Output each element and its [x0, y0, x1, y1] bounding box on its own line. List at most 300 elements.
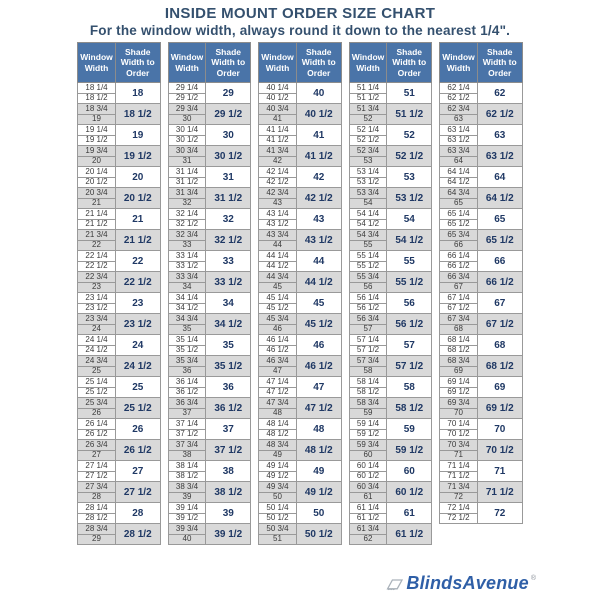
- window-width-cell: 49 1/4: [259, 461, 297, 472]
- window-width-cell: 44 1/2: [259, 261, 297, 272]
- window-width-cell: 28 1/4: [78, 503, 116, 514]
- window-width-cell: 32: [168, 198, 206, 209]
- window-width-cell: 60: [349, 450, 387, 461]
- window-width-cell: 33 1/4: [168, 251, 206, 262]
- shade-width-cell: 34: [206, 293, 251, 314]
- window-width-cell: 53 1/4: [349, 167, 387, 178]
- window-width-cell: 27 1/2: [78, 471, 116, 482]
- window-width-cell: 35 1/2: [168, 345, 206, 356]
- shade-width-cell: 57 1/2: [387, 356, 432, 377]
- window-width-cell: 65 1/4: [440, 209, 478, 220]
- window-width-cell: 51 3/4: [349, 104, 387, 115]
- shade-width-cell: 44: [296, 251, 341, 272]
- shade-width-cell: 43: [296, 209, 341, 230]
- window-width-cell: 48 3/4: [259, 440, 297, 451]
- window-width-cell: 56: [349, 282, 387, 293]
- window-width-cell: 40 1/4: [259, 83, 297, 94]
- shade-width-cell: 61: [387, 503, 432, 524]
- window-width-cell: 65 1/2: [440, 219, 478, 230]
- shade-width-cell: 72: [477, 503, 522, 524]
- shade-width-cell: 54: [387, 209, 432, 230]
- window-width-cell: 22 3/4: [78, 272, 116, 283]
- window-width-cell: 23 1/4: [78, 293, 116, 304]
- window-width-cell: 60 1/2: [349, 471, 387, 482]
- shade-width-cell: 60 1/2: [387, 482, 432, 503]
- shade-width-cell: 42 1/2: [296, 188, 341, 209]
- window-width-cell: 29 1/4: [168, 83, 206, 94]
- window-width-cell: 57 1/2: [349, 345, 387, 356]
- window-width-cell: 25 1/4: [78, 377, 116, 388]
- shade-width-cell: 39 1/2: [206, 524, 251, 545]
- window-width-cell: 59: [349, 408, 387, 419]
- shade-width-cell: 25 1/2: [115, 398, 160, 419]
- size-chart-column-1: [77, 42, 161, 545]
- window-width-cell: 53 3/4: [349, 188, 387, 199]
- window-width-cell: 68 1/2: [440, 345, 478, 356]
- shade-width-cell: 31 1/2: [206, 188, 251, 209]
- window-width-cell: 62 1/2: [440, 93, 478, 104]
- window-width-cell: 52 1/2: [349, 135, 387, 146]
- shade-width-cell: 27 1/2: [115, 482, 160, 503]
- window-width-header: Window Width: [259, 43, 297, 83]
- shade-width-cell: 45: [296, 293, 341, 314]
- window-width-cell: 49: [259, 450, 297, 461]
- shade-width-cell: 29 1/2: [206, 104, 251, 125]
- shade-width-cell: 62: [477, 83, 522, 104]
- window-width-cell: 43 1/2: [259, 219, 297, 230]
- window-width-cell: 64: [440, 156, 478, 167]
- shade-width-cell: 49: [296, 461, 341, 482]
- page-subtitle: For the window width, always round it down to the nearest 1/4".: [89, 23, 511, 38]
- window-width-cell: 46 3/4: [259, 356, 297, 367]
- shade-width-cell: 39: [206, 503, 251, 524]
- window-width-cell: 25 3/4: [78, 398, 116, 409]
- shade-width-cell: 69: [477, 377, 522, 398]
- window-width-cell: 58 3/4: [349, 398, 387, 409]
- window-width-cell: 71 1/4: [440, 461, 478, 472]
- window-width-cell: 40: [168, 534, 206, 545]
- window-width-cell: 30: [168, 114, 206, 125]
- window-width-cell: 22 1/4: [78, 251, 116, 262]
- window-width-header: Window Width: [78, 43, 116, 83]
- window-width-cell: 69 1/4: [440, 377, 478, 388]
- window-width-cell: 59 1/2: [349, 429, 387, 440]
- registered-mark: ®: [530, 575, 536, 582]
- shade-width-cell: 26 1/2: [115, 440, 160, 461]
- window-width-cell: 40 3/4: [259, 104, 297, 115]
- window-width-cell: 49 3/4: [259, 482, 297, 493]
- window-width-cell: 45 1/2: [259, 303, 297, 314]
- window-width-cell: 19: [78, 114, 116, 125]
- window-width-cell: 38 1/2: [168, 471, 206, 482]
- shade-width-cell: 23: [115, 293, 160, 314]
- window-width-cell: 37 3/4: [168, 440, 206, 451]
- window-width-cell: 61: [349, 492, 387, 503]
- window-width-cell: 22 1/2: [78, 261, 116, 272]
- window-width-cell: 67 1/4: [440, 293, 478, 304]
- window-width-cell: 51: [259, 534, 297, 545]
- shade-width-cell: 19: [115, 125, 160, 146]
- window-width-cell: 67: [440, 282, 478, 293]
- shade-width-cell: 67: [477, 293, 522, 314]
- shade-width-cell: 64: [477, 167, 522, 188]
- shade-width-cell: 65: [477, 209, 522, 230]
- window-width-cell: 36 1/2: [168, 387, 206, 398]
- window-width-cell: 71 3/4: [440, 482, 478, 493]
- window-width-cell: 46 1/2: [259, 345, 297, 356]
- window-width-header: Window Width: [440, 43, 478, 83]
- window-width-cell: 60 3/4: [349, 482, 387, 493]
- shade-width-cell: 56: [387, 293, 432, 314]
- window-width-cell: 39 3/4: [168, 524, 206, 535]
- shade-width-cell: 53 1/2: [387, 188, 432, 209]
- shade-width-cell: 36: [206, 377, 251, 398]
- shade-width-cell: 47: [296, 377, 341, 398]
- shade-width-cell: 62 1/2: [477, 104, 522, 125]
- window-width-cell: 51 1/2: [349, 93, 387, 104]
- shade-width-cell: 68: [477, 335, 522, 356]
- shade-width-cell: 33 1/2: [206, 272, 251, 293]
- window-width-cell: 51 1/4: [349, 83, 387, 94]
- shade-width-cell: 51 1/2: [387, 104, 432, 125]
- window-width-cell: 54 3/4: [349, 230, 387, 241]
- window-width-cell: 45: [259, 282, 297, 293]
- window-width-cell: 52 1/4: [349, 125, 387, 136]
- shade-width-cell: 54 1/2: [387, 230, 432, 251]
- window-width-cell: 49 1/2: [259, 471, 297, 482]
- shade-width-cell: 18: [115, 83, 160, 104]
- window-width-cell: 24: [78, 324, 116, 335]
- window-width-cell: 29 3/4: [168, 104, 206, 115]
- window-width-cell: 50 3/4: [259, 524, 297, 535]
- window-width-cell: 66: [440, 240, 478, 251]
- window-width-cell: 56 1/4: [349, 293, 387, 304]
- window-width-cell: 29: [78, 534, 116, 545]
- shade-width-cell: 20 1/2: [115, 188, 160, 209]
- shade-width-cell: 49 1/2: [296, 482, 341, 503]
- window-width-cell: 25 1/2: [78, 387, 116, 398]
- window-width-cell: 27 3/4: [78, 482, 116, 493]
- shade-width-cell: 58 1/2: [387, 398, 432, 419]
- window-width-cell: 42 1/4: [259, 167, 297, 178]
- window-width-cell: 54 1/2: [349, 219, 387, 230]
- window-width-cell: 69 1/2: [440, 387, 478, 398]
- window-width-cell: 28 1/2: [78, 513, 116, 524]
- window-width-cell: 39: [168, 492, 206, 503]
- window-width-cell: 42 1/2: [259, 177, 297, 188]
- shade-width-cell: 28: [115, 503, 160, 524]
- window-width-cell: 40 1/2: [259, 93, 297, 104]
- shade-width-cell: 32: [206, 209, 251, 230]
- window-width-cell: 53 1/2: [349, 177, 387, 188]
- window-width-cell: 68: [440, 324, 478, 335]
- shade-width-cell: 65 1/2: [477, 230, 522, 251]
- shade-width-cell: 38 1/2: [206, 482, 251, 503]
- window-width-cell: 28: [78, 492, 116, 503]
- window-width-cell: 43 3/4: [259, 230, 297, 241]
- window-width-cell: 72: [440, 492, 478, 503]
- shade-width-cell: 70 1/2: [477, 440, 522, 461]
- window-width-cell: 55: [349, 240, 387, 251]
- window-width-cell: 63 3/4: [440, 146, 478, 157]
- window-width-cell: 27: [78, 450, 116, 461]
- window-width-cell: 62: [349, 534, 387, 545]
- window-width-cell: 65 3/4: [440, 230, 478, 241]
- shade-width-cell: 37 1/2: [206, 440, 251, 461]
- window-width-cell: 50: [259, 492, 297, 503]
- shade-width-cell: 66: [477, 251, 522, 272]
- shade-width-cell: 70: [477, 419, 522, 440]
- shade-width-cell: 24: [115, 335, 160, 356]
- shade-width-cell: 33: [206, 251, 251, 272]
- shade-width-cell: 25: [115, 377, 160, 398]
- window-width-cell: 68 1/4: [440, 335, 478, 346]
- size-chart-column-5: [439, 42, 523, 524]
- shade-width-cell: 34 1/2: [206, 314, 251, 335]
- size-chart-column-4: [349, 42, 433, 545]
- window-width-cell: 37 1/2: [168, 429, 206, 440]
- window-width-cell: 67 3/4: [440, 314, 478, 325]
- window-width-cell: 62 1/4: [440, 83, 478, 94]
- shade-width-header: Shade Width to Order: [296, 43, 341, 83]
- window-width-cell: 23 1/2: [78, 303, 116, 314]
- window-width-cell: 26 3/4: [78, 440, 116, 451]
- window-width-cell: 58: [349, 366, 387, 377]
- window-width-cell: 36 3/4: [168, 398, 206, 409]
- window-width-cell: 48 1/2: [259, 429, 297, 440]
- window-width-cell: 35 3/4: [168, 356, 206, 367]
- shade-width-cell: 53: [387, 167, 432, 188]
- window-width-cell: 66 1/4: [440, 251, 478, 262]
- window-width-cell: 57: [349, 324, 387, 335]
- window-width-cell: 33 3/4: [168, 272, 206, 283]
- window-width-cell: 31 1/2: [168, 177, 206, 188]
- window-width-cell: 64 1/4: [440, 167, 478, 178]
- window-width-cell: 33 1/2: [168, 261, 206, 272]
- window-width-cell: 45 1/4: [259, 293, 297, 304]
- window-width-cell: 31 3/4: [168, 188, 206, 199]
- shade-width-cell: 30: [206, 125, 251, 146]
- window-width-cell: 55 3/4: [349, 272, 387, 283]
- window-width-cell: 20 1/2: [78, 177, 116, 188]
- window-width-cell: 39 1/4: [168, 503, 206, 514]
- window-width-cell: 43 1/4: [259, 209, 297, 220]
- window-width-cell: 26 1/4: [78, 419, 116, 430]
- shade-width-cell: 69 1/2: [477, 398, 522, 419]
- shade-width-cell: 45 1/2: [296, 314, 341, 335]
- window-width-cell: 19 1/4: [78, 125, 116, 136]
- window-width-cell: 55 1/2: [349, 261, 387, 272]
- page-title: INSIDE MOUNT ORDER SIZE CHART: [164, 5, 436, 22]
- window-width-cell: 70 1/2: [440, 429, 478, 440]
- window-width-cell: 41: [259, 114, 297, 125]
- window-width-cell: 38: [168, 450, 206, 461]
- shade-width-cell: 28 1/2: [115, 524, 160, 545]
- window-width-cell: 26 1/2: [78, 429, 116, 440]
- window-width-cell: 50 1/4: [259, 503, 297, 514]
- window-width-cell: 72 1/2: [440, 513, 478, 524]
- size-chart-tables: [0, 42, 600, 545]
- window-width-cell: 71 1/2: [440, 471, 478, 482]
- window-width-cell: 31 1/4: [168, 167, 206, 178]
- window-width-cell: 69: [440, 366, 478, 377]
- window-width-cell: 23 3/4: [78, 314, 116, 325]
- shade-width-cell: 41 1/2: [296, 146, 341, 167]
- shade-width-cell: 37: [206, 419, 251, 440]
- window-width-cell: 50 1/2: [259, 513, 297, 524]
- shade-width-cell: 58: [387, 377, 432, 398]
- window-width-cell: 37: [168, 408, 206, 419]
- window-width-cell: 46: [259, 324, 297, 335]
- window-width-cell: 61 1/4: [349, 503, 387, 514]
- shade-width-cell: 21 1/2: [115, 230, 160, 251]
- window-width-cell: 34 1/4: [168, 293, 206, 304]
- shade-width-header: Shade Width to Order: [115, 43, 160, 83]
- shade-width-cell: 46 1/2: [296, 356, 341, 377]
- size-chart-column-2: [168, 42, 252, 545]
- awning-icon: [384, 576, 404, 592]
- shade-width-header: Shade Width to Order: [477, 43, 522, 83]
- window-width-cell: 56 1/2: [349, 303, 387, 314]
- shade-width-cell: 61 1/2: [387, 524, 432, 545]
- window-width-cell: 30 1/2: [168, 135, 206, 146]
- window-width-cell: 34: [168, 282, 206, 293]
- shade-width-cell: 20: [115, 167, 160, 188]
- window-width-cell: 47 1/4: [259, 377, 297, 388]
- shade-width-header: Shade Width to Order: [387, 43, 432, 83]
- shade-width-cell: 32 1/2: [206, 230, 251, 251]
- shade-width-cell: 52 1/2: [387, 146, 432, 167]
- shade-width-cell: 40 1/2: [296, 104, 341, 125]
- shade-width-cell: 47 1/2: [296, 398, 341, 419]
- window-width-cell: 21 1/4: [78, 209, 116, 220]
- shade-width-cell: 18 1/2: [115, 104, 160, 125]
- shade-width-cell: 66 1/2: [477, 272, 522, 293]
- window-width-cell: 33: [168, 240, 206, 251]
- window-width-cell: 32 1/4: [168, 209, 206, 220]
- shade-width-cell: 22 1/2: [115, 272, 160, 293]
- window-width-cell: 47 3/4: [259, 398, 297, 409]
- shade-width-cell: 43 1/2: [296, 230, 341, 251]
- shade-width-cell: 21: [115, 209, 160, 230]
- window-width-cell: 24 3/4: [78, 356, 116, 367]
- window-width-cell: 52 3/4: [349, 146, 387, 157]
- window-width-cell: 42: [259, 156, 297, 167]
- window-width-cell: 19 1/2: [78, 135, 116, 146]
- shade-width-cell: 48: [296, 419, 341, 440]
- shade-width-header: Shade Width to Order: [206, 43, 251, 83]
- window-width-cell: 60 1/4: [349, 461, 387, 472]
- window-width-cell: 36 1/4: [168, 377, 206, 388]
- shade-width-cell: 40: [296, 83, 341, 104]
- window-width-cell: 63: [440, 114, 478, 125]
- window-width-cell: 70 3/4: [440, 440, 478, 451]
- window-width-cell: 69 3/4: [440, 398, 478, 409]
- shade-width-cell: 64 1/2: [477, 188, 522, 209]
- shade-width-cell: 27: [115, 461, 160, 482]
- window-width-cell: 18 1/4: [78, 83, 116, 94]
- window-width-cell: 48: [259, 408, 297, 419]
- window-width-cell: 41 1/2: [259, 135, 297, 146]
- window-width-cell: 70: [440, 408, 478, 419]
- window-width-cell: 44 1/4: [259, 251, 297, 262]
- size-chart-column-3: [258, 42, 342, 545]
- window-width-cell: 36: [168, 366, 206, 377]
- window-width-cell: 57 1/4: [349, 335, 387, 346]
- window-width-header: Window Width: [349, 43, 387, 83]
- brand-name: BlindsAvenue: [406, 573, 529, 593]
- blindsavenue-logo: [384, 573, 536, 594]
- window-width-cell: 24 1/4: [78, 335, 116, 346]
- shade-width-cell: 41: [296, 125, 341, 146]
- window-width-cell: 21 1/2: [78, 219, 116, 230]
- shade-width-cell: 19 1/2: [115, 146, 160, 167]
- window-width-cell: 29 1/2: [168, 93, 206, 104]
- shade-width-cell: 50 1/2: [296, 524, 341, 545]
- window-width-cell: 35: [168, 324, 206, 335]
- window-width-cell: 61 3/4: [349, 524, 387, 535]
- window-width-cell: 34 3/4: [168, 314, 206, 325]
- window-width-cell: 52: [349, 114, 387, 125]
- window-width-cell: 18 3/4: [78, 104, 116, 115]
- window-width-cell: 24 1/2: [78, 345, 116, 356]
- shade-width-cell: 35: [206, 335, 251, 356]
- window-width-cell: 30 3/4: [168, 146, 206, 157]
- window-width-cell: 63 1/2: [440, 135, 478, 146]
- window-width-cell: 32 3/4: [168, 230, 206, 241]
- window-width-cell: 18 1/2: [78, 93, 116, 104]
- shade-width-cell: 60: [387, 461, 432, 482]
- shade-width-cell: 67 1/2: [477, 314, 522, 335]
- window-width-cell: 20 3/4: [78, 188, 116, 199]
- window-width-cell: 30 1/4: [168, 125, 206, 136]
- window-width-header: Window Width: [168, 43, 206, 83]
- window-width-cell: 37 1/4: [168, 419, 206, 430]
- window-width-cell: 68 3/4: [440, 356, 478, 367]
- window-width-cell: 20: [78, 156, 116, 167]
- shade-width-cell: 30 1/2: [206, 146, 251, 167]
- shade-width-cell: 22: [115, 251, 160, 272]
- window-width-cell: 53: [349, 156, 387, 167]
- window-width-cell: 27 1/4: [78, 461, 116, 472]
- shade-width-cell: 56 1/2: [387, 314, 432, 335]
- window-width-cell: 38 1/4: [168, 461, 206, 472]
- shade-width-cell: 44 1/2: [296, 272, 341, 293]
- window-width-cell: 57 3/4: [349, 356, 387, 367]
- window-width-cell: 25: [78, 366, 116, 377]
- window-width-cell: 41 1/4: [259, 125, 297, 136]
- window-width-cell: 71: [440, 450, 478, 461]
- window-width-cell: 62 3/4: [440, 104, 478, 115]
- shade-width-cell: 46: [296, 335, 341, 356]
- shade-width-cell: 59 1/2: [387, 440, 432, 461]
- window-width-cell: 47: [259, 366, 297, 377]
- window-width-cell: 44: [259, 240, 297, 251]
- window-width-cell: 21: [78, 198, 116, 209]
- window-width-cell: 44 3/4: [259, 272, 297, 283]
- shade-width-cell: 57: [387, 335, 432, 356]
- window-width-cell: 64 3/4: [440, 188, 478, 199]
- window-width-cell: 64 1/2: [440, 177, 478, 188]
- window-width-cell: 31: [168, 156, 206, 167]
- shade-width-cell: 38: [206, 461, 251, 482]
- shade-width-cell: 51: [387, 83, 432, 104]
- shade-width-cell: 50: [296, 503, 341, 524]
- shade-width-cell: 35 1/2: [206, 356, 251, 377]
- shade-width-cell: 24 1/2: [115, 356, 160, 377]
- window-width-cell: 67 1/2: [440, 303, 478, 314]
- window-width-cell: 20 1/4: [78, 167, 116, 178]
